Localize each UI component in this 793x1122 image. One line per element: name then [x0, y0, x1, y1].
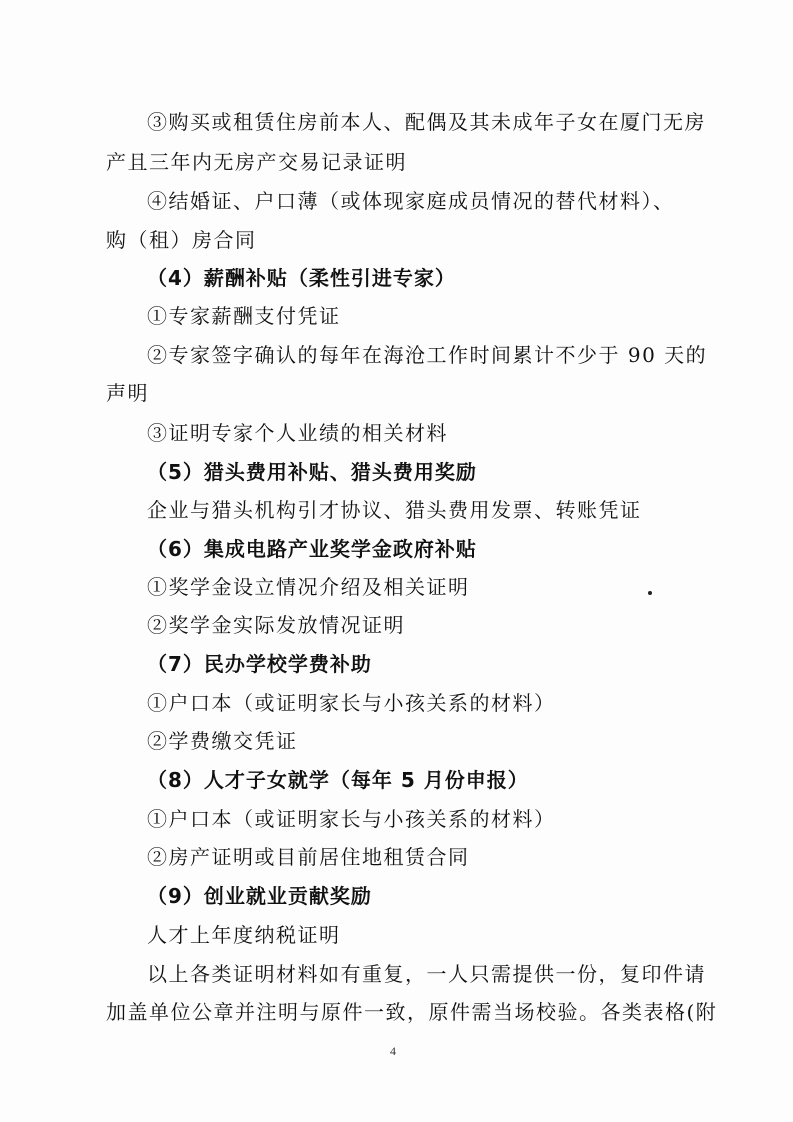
item-4-marriage-cert-cont: 购（租）房合同: [106, 228, 257, 252]
section-6-heading: （6）集成电路产业奖学金政府补贴: [147, 537, 477, 561]
section-9-heading: （9）创业就业贡献奖励: [147, 884, 372, 908]
section-4-heading: （4）薪酬补贴（柔性引进专家）: [147, 266, 456, 290]
item-4-marriage-cert: ④结婚证、户口薄（或体现家庭成员情况的替代材料）、: [147, 189, 675, 213]
section-4-item-2: ②专家签字确认的每年在海沧工作时间累计不少于 90 天的: [147, 343, 708, 367]
section-7-heading: （7）民办学校学费补助: [147, 652, 372, 676]
item-3-housing-proof: ③购买或租赁住房前本人、配偶及其未成年子女在厦门无房: [147, 110, 706, 134]
section-5-heading: （5）猎头费用补贴、猎头费用奖励: [147, 460, 477, 484]
closing-paragraph-cont: 加盖单位公章并注明与原件一致，原件需当场校验。各类表格(附: [106, 1000, 718, 1024]
section-7-item-1: ①户口本（或证明家长与小孩关系的材料）: [147, 691, 556, 715]
section-8-heading: （8）人才子女就学（每年 5 月份申报）: [147, 768, 529, 792]
scan-speck: [648, 591, 652, 595]
item-3-housing-proof-cont: 产且三年内无房产交易记录证明: [106, 150, 407, 174]
section-9-item: 人才上年度纳税证明: [147, 923, 341, 947]
section-8-item-2: ②房产证明或目前居住地租赁合同: [147, 845, 470, 869]
section-6-item-2: ②奖学金实际发放情况证明: [147, 613, 405, 637]
section-6-item-1: ①奖学金设立情况介绍及相关证明: [147, 575, 470, 599]
section-4-item-1: ①专家薪酬支付凭证: [147, 304, 341, 328]
section-8-item-1: ①户口本（或证明家长与小孩关系的材料）: [147, 807, 556, 831]
section-4-item-2-cont: 声明: [106, 381, 149, 405]
section-5-item: 企业与猎头机构引才协议、猎头费用发票、转账凭证: [147, 498, 642, 522]
closing-paragraph: 以上各类证明材料如有重复，一人只需提供一份，复印件请: [147, 962, 706, 986]
section-7-item-2: ②学费缴交凭证: [147, 729, 298, 753]
section-4-item-3: ③证明专家个人业绩的相关材料: [147, 421, 448, 445]
page-number: 4: [390, 1044, 396, 1058]
